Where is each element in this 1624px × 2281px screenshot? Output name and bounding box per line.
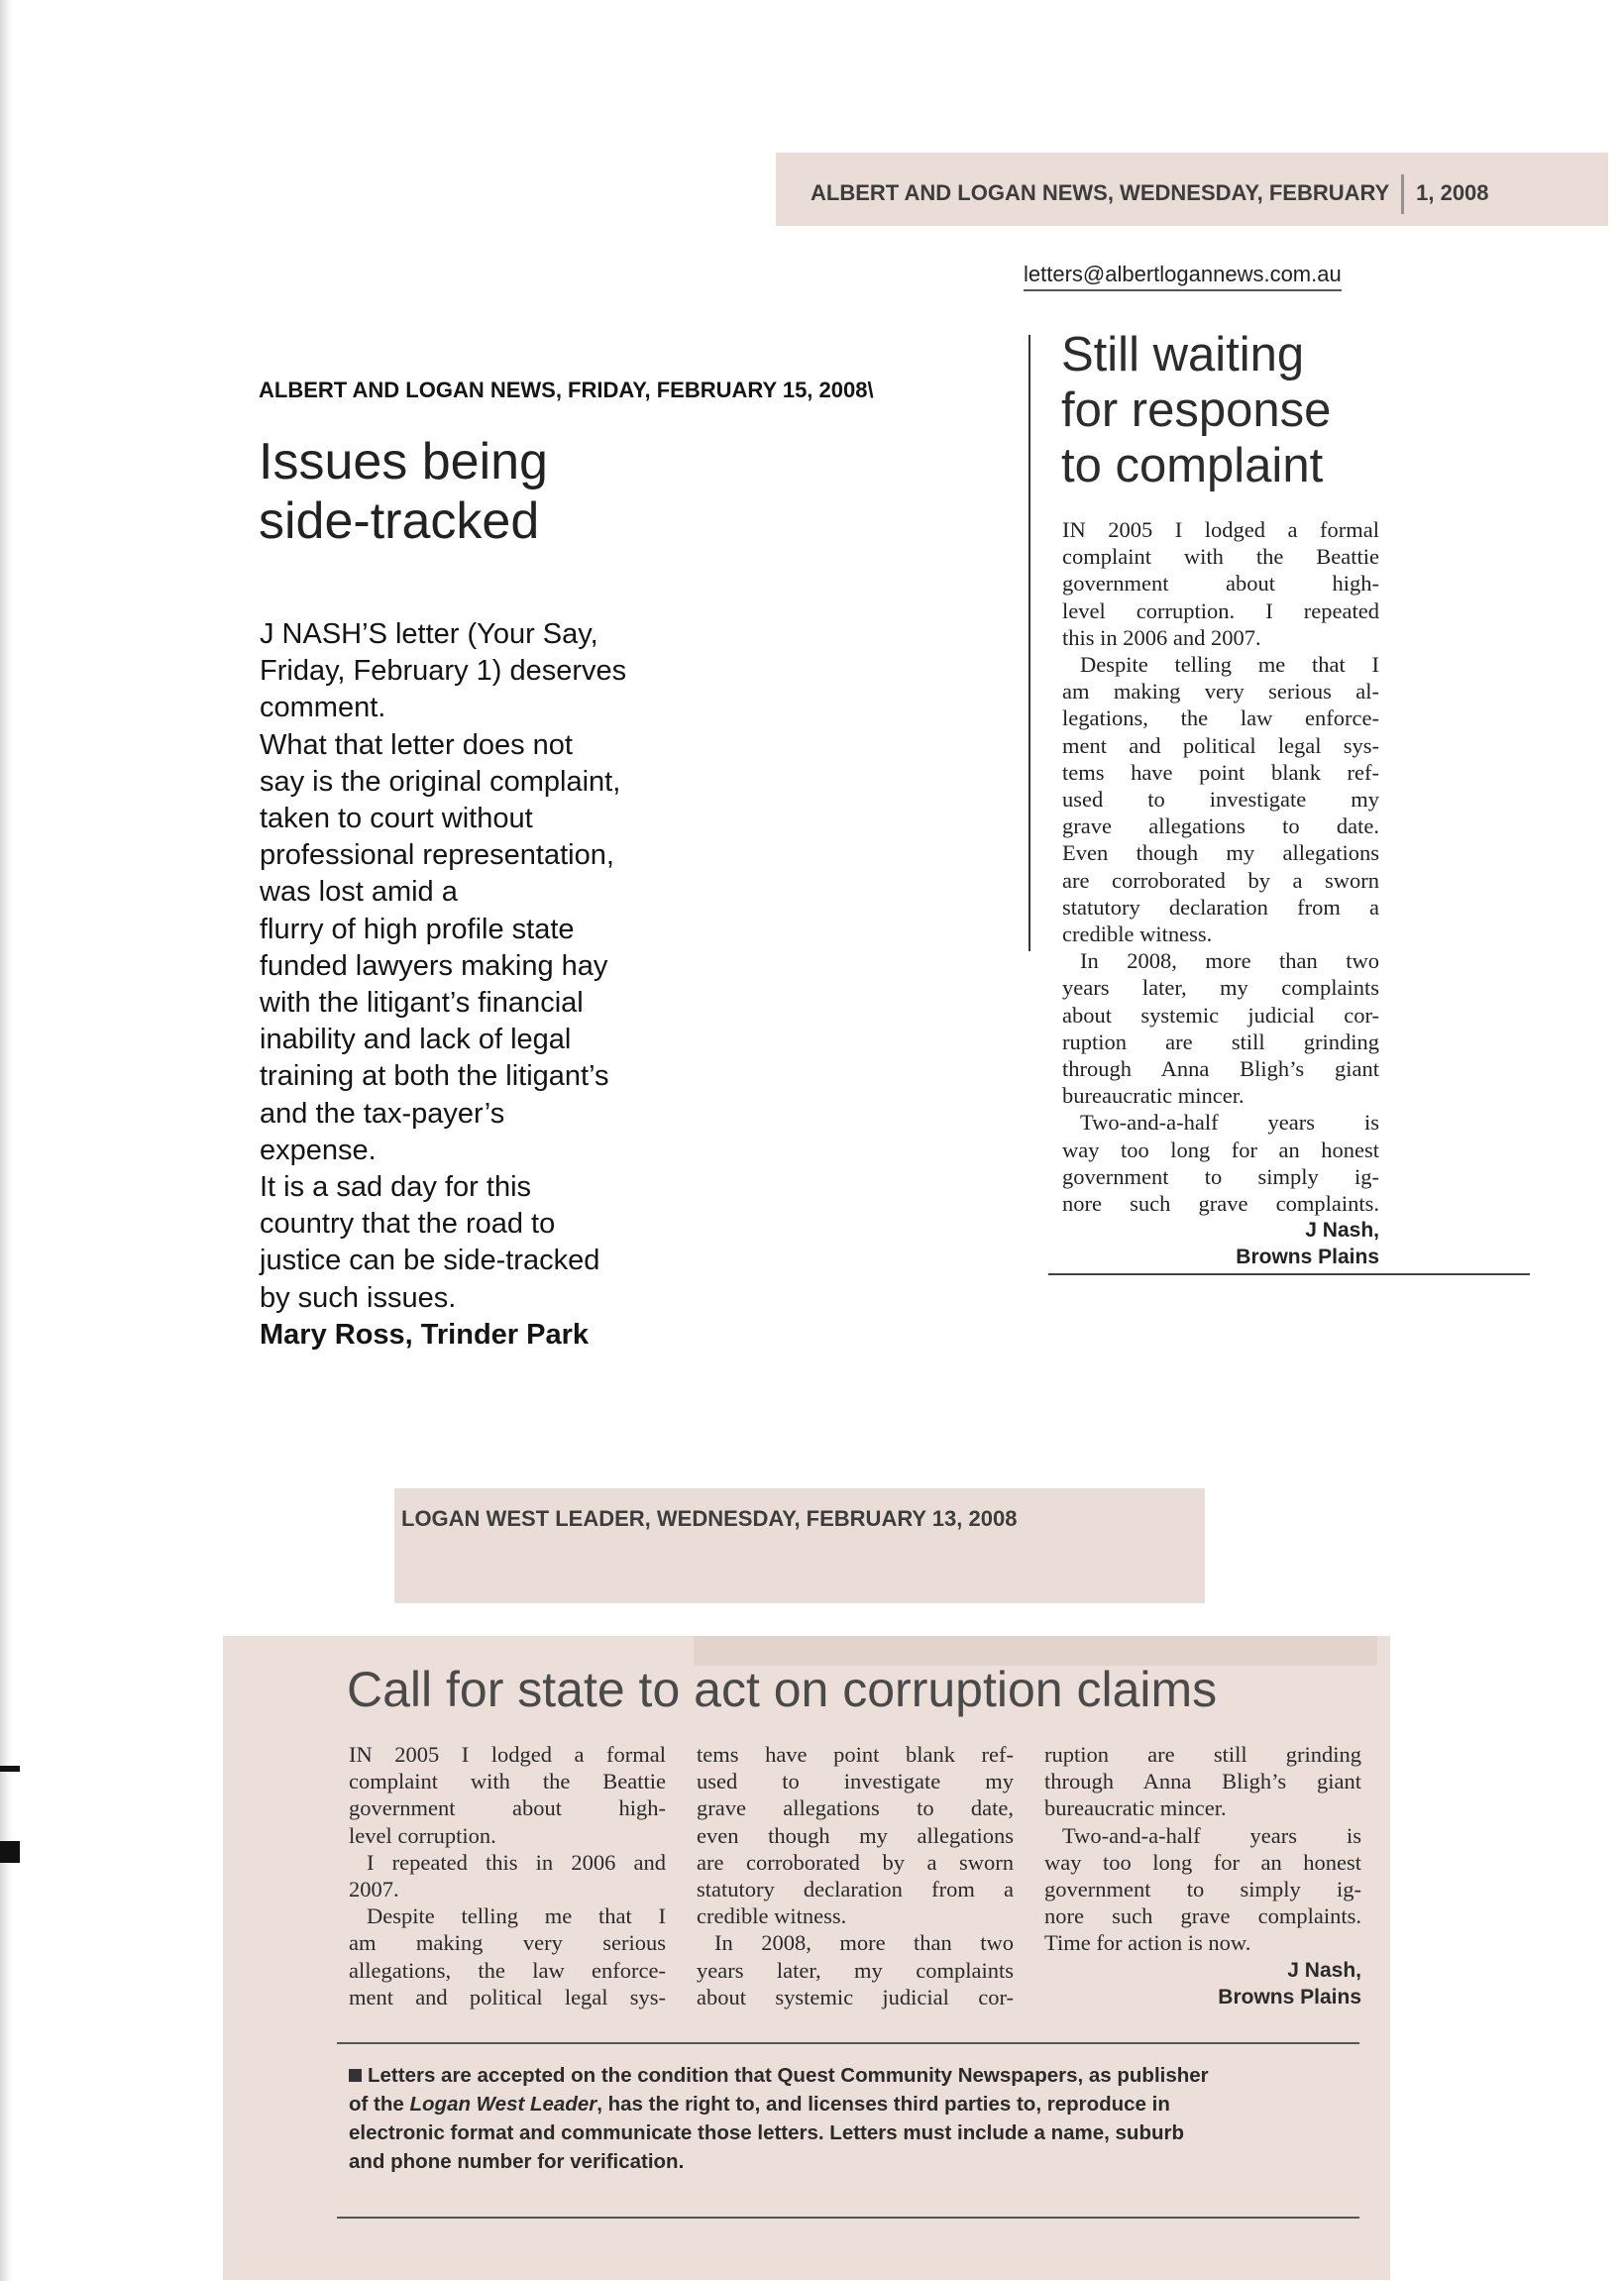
body-line: justice can be side-tracked bbox=[260, 1245, 600, 1277]
body-line: about systemic judicial cor- bbox=[1062, 1002, 1379, 1028]
body-line: and the tax-payer’s bbox=[260, 1097, 505, 1130]
letters-notice: Letters are accepted on the condition that Quest Community Newspapers, as publisher of the Logan West Leader, has the right to, and licenses third parties to, reproduce in electronic format and communicate those letters. Letters must include a name, suburb and phone number for verification. bbox=[349, 2064, 1209, 2173]
page-edge bbox=[0, 0, 14, 2281]
body-line: ruption are still grinding bbox=[1044, 1742, 1361, 1767]
body-line: Despite telling me that I bbox=[367, 1903, 666, 1929]
right-signature-place: Browns Plains bbox=[1236, 1246, 1379, 1269]
body-line: Two-and-a-half years is bbox=[1062, 1822, 1361, 1848]
body-line: about systemic judicial cor- bbox=[697, 1984, 1014, 2009]
right-letter-body bbox=[1062, 516, 1379, 1270]
notice-top-rule bbox=[337, 2042, 1359, 2044]
edge-mark-upper bbox=[0, 1766, 20, 1772]
body-line: are corroborated by a sworn bbox=[697, 1849, 1014, 1875]
body-line: level corruption. bbox=[349, 1822, 496, 1848]
body-line: Friday, February 1) deserves bbox=[260, 655, 627, 688]
body-line: this in 2006 and 2007. bbox=[1062, 624, 1261, 650]
body-line: am making very serious bbox=[349, 1930, 666, 1956]
body-line: funded lawyers making hay bbox=[260, 949, 608, 982]
body-line: level corruption. I repeated bbox=[1062, 597, 1379, 623]
body-line: credible witness. bbox=[1062, 922, 1213, 947]
body-line: IN 2005 I lodged a formal bbox=[1062, 517, 1379, 542]
body-line: was lost amid a bbox=[260, 876, 458, 909]
body-line: say is the original complaint, bbox=[260, 765, 621, 798]
bottom-signature-name: J Nash, bbox=[1287, 1958, 1361, 1982]
body-line: statutory declaration from a bbox=[697, 1877, 1014, 1902]
body-line: Time for action is now. bbox=[1044, 1930, 1251, 1956]
body-line: government to simply ig- bbox=[1062, 1163, 1379, 1189]
body-line: It is a sad day for this bbox=[260, 1171, 532, 1204]
left-signature: Mary Ross, Trinder Park bbox=[260, 1318, 590, 1351]
body-line: years later, my complaints bbox=[1062, 975, 1379, 1001]
body-line: Even though my allegations bbox=[1062, 840, 1379, 866]
right-column-rule bbox=[1029, 335, 1030, 951]
body-line: government about high- bbox=[349, 1795, 666, 1821]
bottom-headline: Call for state to act on corruption claims bbox=[347, 1662, 1218, 1717]
body-line: ruption are still grinding bbox=[1062, 1029, 1379, 1054]
body-line: grave allegations to date, bbox=[697, 1795, 1014, 1821]
body-line: inability and lack of legal bbox=[260, 1024, 572, 1056]
body-line: complaint with the Beattie bbox=[1062, 544, 1379, 570]
top-date-strip-text: ALBERT AND LOGAN NEWS, WEDNESDAY, FEBRUARY 1, 2008 bbox=[811, 174, 1489, 214]
body-line: country that the road to bbox=[260, 1208, 556, 1241]
bottom-column-3 bbox=[1044, 1741, 1361, 2010]
body-line: allegations, the law enforce- bbox=[349, 1957, 666, 1983]
body-line: 2007. bbox=[349, 1877, 399, 1902]
body-line: comment. bbox=[260, 692, 386, 724]
body-line: statutory declaration from a bbox=[1062, 894, 1379, 920]
body-line: IN 2005 I lodged a formal bbox=[349, 1742, 666, 1767]
body-line: expense. bbox=[260, 1134, 377, 1166]
square-bullet-icon bbox=[349, 2069, 362, 2082]
left-headline: Issues being side-tracked bbox=[259, 433, 548, 550]
bottom-signature-place: Browns Plains bbox=[1218, 1985, 1361, 2009]
body-line: I repeated this in 2006 and bbox=[367, 1849, 666, 1875]
middle-date-strip-text: LOGAN WEST LEADER, WEDNESDAY, FEBRUARY 13, 2008 bbox=[401, 1506, 1018, 1531]
body-line: am making very serious al- bbox=[1062, 679, 1379, 705]
body-line: used to investigate my bbox=[1062, 787, 1379, 813]
body-line: Despite telling me that I bbox=[1080, 652, 1379, 678]
body-line: way too long for an honest bbox=[1044, 1849, 1361, 1875]
body-line: J NASH’S letter (Your Say, bbox=[260, 618, 598, 650]
body-line: used to investigate my bbox=[697, 1769, 1014, 1794]
notice-bottom-rule bbox=[337, 2217, 1359, 2219]
body-line: bureaucratic mincer. bbox=[1044, 1795, 1227, 1821]
body-line: ment and political legal sys- bbox=[349, 1984, 666, 2009]
body-line: professional representation, bbox=[260, 839, 614, 872]
body-line: training at both the litigant’s bbox=[260, 1060, 609, 1093]
body-line: government to simply ig- bbox=[1044, 1877, 1361, 1902]
edge-mark-lower bbox=[0, 1841, 20, 1863]
body-line: years later, my complaints bbox=[697, 1957, 1014, 1983]
body-line: credible witness. bbox=[697, 1903, 847, 1929]
body-line: In 2008, more than two bbox=[714, 1930, 1014, 1956]
body-line: bureaucratic mincer. bbox=[1062, 1083, 1245, 1109]
body-line: through Anna Bligh’s giant bbox=[1044, 1769, 1361, 1794]
left-dateline: ALBERT AND LOGAN NEWS, FRIDAY, FEBRUARY 15, 2008\ bbox=[259, 378, 874, 402]
body-line: government about high- bbox=[1062, 571, 1379, 597]
body-line: taken to court without bbox=[260, 803, 533, 835]
letters-email: letters@albertlogannews.com.au bbox=[1024, 262, 1342, 291]
body-line: with the litigant’s financial bbox=[260, 987, 584, 1020]
body-line: What that letter does not bbox=[260, 728, 573, 761]
body-line: even though my allegations bbox=[697, 1822, 1014, 1848]
body-line: nore such grave complaints. bbox=[1062, 1191, 1379, 1217]
body-line: legations, the law enforce- bbox=[1062, 706, 1379, 731]
right-headline: Still waiting for response to complaint bbox=[1061, 328, 1332, 492]
body-line: complaint with the Beattie bbox=[349, 1769, 666, 1794]
body-line: are corroborated by a sworn bbox=[1062, 867, 1379, 893]
bottom-column-1 bbox=[349, 1741, 666, 2010]
body-line: by such issues. bbox=[260, 1281, 457, 1314]
bottom-column-2 bbox=[697, 1741, 1014, 2010]
body-line: tems have point blank ref- bbox=[697, 1742, 1014, 1767]
body-line: Two-and-a-half years is bbox=[1080, 1110, 1379, 1136]
body-line: In 2008, more than two bbox=[1080, 948, 1379, 974]
right-signature-name: J Nash, bbox=[1305, 1219, 1379, 1243]
body-line: grave allegations to date. bbox=[1062, 814, 1379, 839]
body-line: tems have point blank ref- bbox=[1062, 759, 1379, 785]
right-letter-bottom-rule bbox=[1048, 1273, 1530, 1275]
body-line: flurry of high profile state bbox=[260, 913, 575, 945]
body-line: through Anna Bligh’s giant bbox=[1062, 1056, 1379, 1082]
body-line: nore such grave complaints. bbox=[1044, 1903, 1361, 1929]
body-line: ment and political legal sys- bbox=[1062, 732, 1379, 758]
left-letter-body bbox=[260, 616, 715, 1354]
body-line: way too long for an honest bbox=[1062, 1137, 1379, 1162]
